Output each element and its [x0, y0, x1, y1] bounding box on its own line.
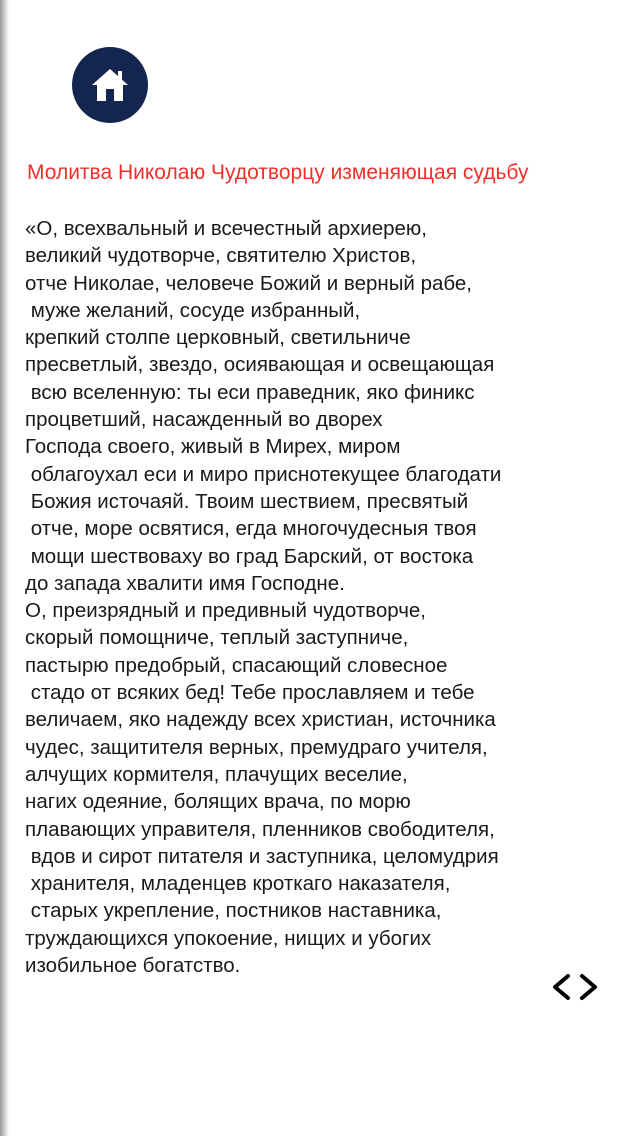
home-button[interactable] [72, 47, 148, 123]
page-navigation [550, 970, 600, 1004]
previous-button[interactable] [550, 970, 572, 1004]
prayer-text: «О, всехвальный и всечестный архиерею, великий чудотворче, святителю Христов, отче Николае, человече Божий и верный рабе, муже желаний, сосуде избранный, крепкий столпе церковный, светильниче пресветлый, звездо, осиявающая и освещающая всю вселенную: ты еси праведник, яко финикс процветший, насажденный во дворех Господа своего, живый в Мирех, миром облагоухал еси и миро приснотекущее благодати Божия источаяй. Твоим шествием, пресвятый отче, море освятися, егда многочудесныя твоя мощи шествоваху во град Барский, от востока до запада хвалити имя Господне. О, преизрядный и предивный чудотворче, скорый помощниче, теплый заступниче, пастырю предобрый, спасающий словесное стадо от всяких бед! Тебе прославляем и тебе величаем, яко надежду всех христиан, источника чудес, защитителя верных, премудраго учителя, алчущих кормителя, плачущих веселие, нагих одеяние, болящих врача, по морю плавающих управителя, пленников свободителя, вдов и сирот питателя и заступника, целомудрия хранителя, младенцев кроткаго наказателя, старых укрепление, постников наставника, труждающихся упокоение, нищих и убогих изобильное богатство. [25, 217, 502, 978]
chevron-left-icon [551, 972, 571, 1002]
chevron-right-icon [579, 972, 599, 1002]
home-icon [91, 68, 129, 102]
next-button[interactable] [578, 970, 600, 1004]
prayer-title: Молитва Николаю Чудотворцу изменяющая судьбу [27, 161, 529, 184]
left-edge-shadow [0, 0, 9, 1136]
